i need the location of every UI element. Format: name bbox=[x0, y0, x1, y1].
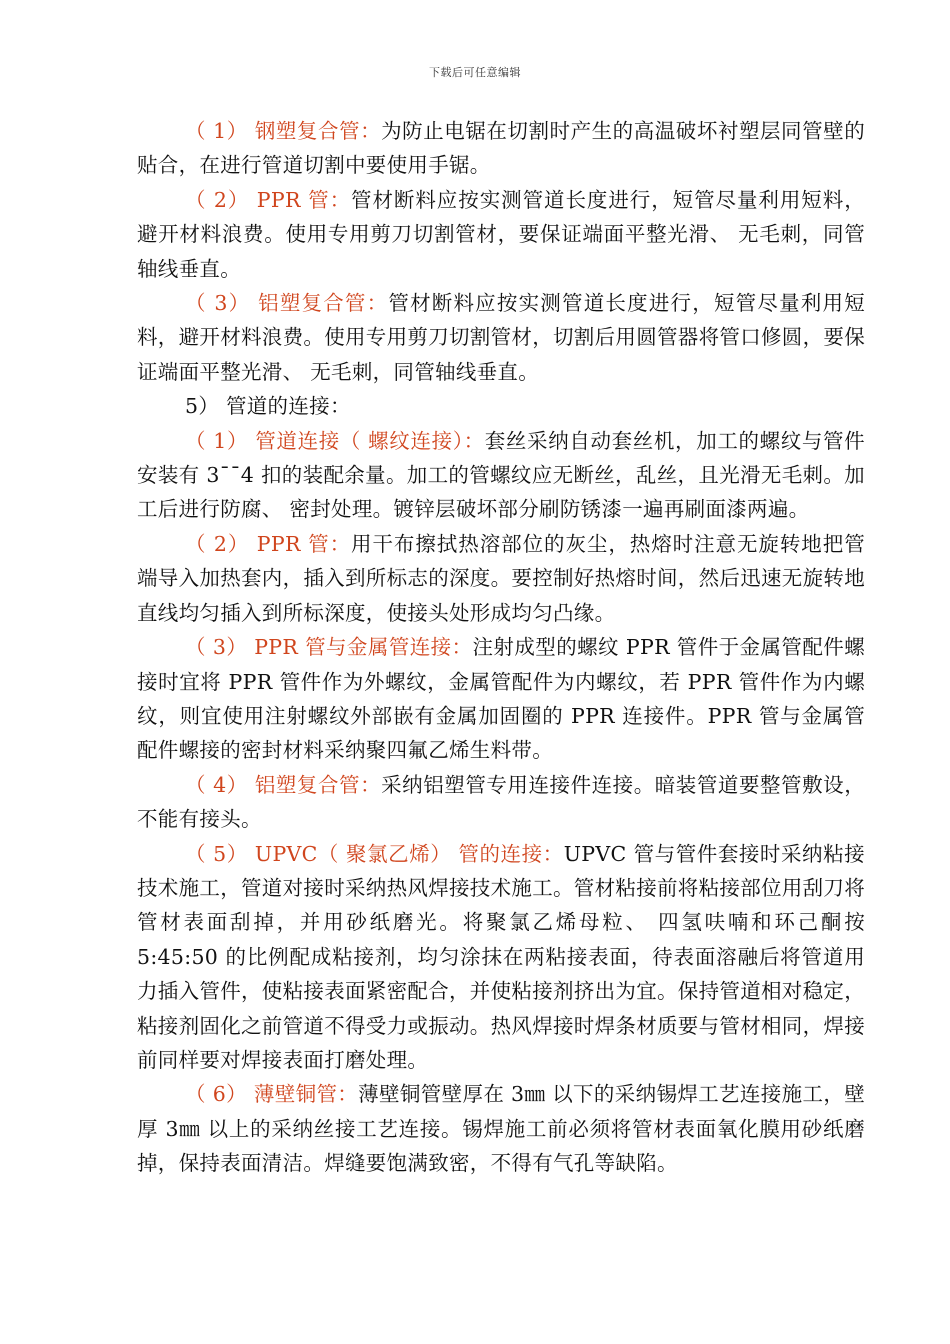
paragraph-aluminum-plastic-connection bbox=[137, 768, 865, 837]
paragraph-text: 管材断料应按实测管道长度进行，短管尽量利用短料，避开材料浪费。使用专用剪刀切割管材，切割后用圆管器将管口修圆，要保证端面平整光滑、 无毛刺，同管轴线垂直。 bbox=[137, 291, 865, 384]
paragraph-lead: （ 6） 薄壁铜管： bbox=[185, 1082, 359, 1107]
paragraph-lead: （ 3） 铝塑复合管： bbox=[185, 291, 389, 316]
paragraph-lead: （ 2） PPR 管： bbox=[185, 531, 352, 556]
paragraph-ppr-metal-connection bbox=[137, 630, 865, 768]
paragraph-aluminum-plastic-pipe-cutting bbox=[137, 286, 865, 389]
paragraph-threaded-connection bbox=[137, 424, 865, 527]
paragraph-thin-copper-pipe bbox=[137, 1077, 865, 1180]
paragraph-text: 为防止电锯在切割时产生的高温破坏衬塑层同管壁的贴合，在进行管道切割中要使用手锯。 bbox=[137, 119, 866, 178]
paragraph-text: 注射成型的螺纹 PPR 管件于金属管配件螺接时宜将 PPR 管件作为外螺纹，金属管配件为内螺纹，若 PPR 管件作为内螺纹，则宜使用注射螺纹外部嵌有金属加固圈的 PPR 连接件。PPR 管与金属管配件螺接的密封材料采纳聚四氟乙烯生料带。 bbox=[137, 635, 865, 763]
paragraph-text: 用干布擦拭热溶部位的灰尘，热熔时注意无旋转地把管端导入加热套内，插入到所标志的深度。要控制好热熔时间，然后迅速无旋转地直线均匀插入到所标深度，使接头处形成均匀凸缘。 bbox=[137, 531, 865, 625]
paragraph-text: 5） 管道的连接： bbox=[185, 394, 351, 419]
paragraph-lead: （ 5） UPVC（ 聚氯乙烯） 管的连接： bbox=[185, 841, 564, 866]
paragraph-steel-plastic-pipe bbox=[137, 114, 865, 183]
paragraph-lead: （ 4） 铝塑复合管： bbox=[185, 772, 382, 797]
section-heading-pipe-connection bbox=[137, 389, 865, 423]
page-header: 下载后可任意编辑 bbox=[429, 66, 521, 79]
paragraph-ppr-pipe-cutting bbox=[137, 183, 865, 286]
paragraph-text: 采纳铝塑管专用连接件连接。暗装管道要整管敷设，不能有接头。 bbox=[137, 772, 866, 832]
paragraph-lead: （ 3） PPR 管与金属管连接： bbox=[185, 635, 473, 660]
paragraph-text: 薄壁铜管壁厚在 3㎜ 以下的采纳锡焊工艺连接施工，壁厚 3㎜ 以上的采纳丝接工艺连接。锡焊施工前必须将管材表面氧化膜用砂纸磨掉，保持表面清洁。焊缝要饱满致密，不得有气孔等缺陷。 bbox=[137, 1082, 866, 1176]
paragraph-lead: （ 2） PPR 管： bbox=[185, 187, 352, 212]
document-body bbox=[137, 114, 865, 1181]
paragraph-ppr-pipe-fusion bbox=[137, 527, 865, 630]
paragraph-text: 管材断料应按实测管道长度进行，短管尽量利用短料，避开材料浪费。使用专用剪刀切割管材，要保证端面平整光滑、 无毛刺，同管轴线垂直。 bbox=[137, 187, 865, 281]
paragraph-lead: （ 1） 管道连接（ 螺纹连接）： bbox=[185, 428, 485, 453]
paragraph-lead: （ 1） 钢塑复合管： bbox=[185, 119, 382, 143]
paragraph-text: 套丝采纳自动套丝机，加工的螺纹与管件安装有 3¯¯4 扣的装配余量。加工的管螺纹应无断丝，乱丝，且光滑无毛刺。加工后进行防腐、 密封处理。镀锌层破坏部分刷防锈漆一遍再刷面漆两遍。 bbox=[137, 428, 865, 522]
paragraph-text: UPVC 管与管件套接时采纳粘接技术施工，管道对接时采纳热风焊接技术施工。管材粘接前将粘接部位用刮刀将管材表面刮掉，并用砂纸磨光。将聚氯乙烯母粒、 四氢呋喃和环己酮按 5:45:50 的比例配成粘接剂，均匀涂抹在两粘接表面，待表面溶融后将管道用力插入管件，使粘接表面紧密配合，并使粘接剂挤出为宜。保持管道相对稳定，粘接剂固化之前管道不得受力或振动。热风焊接时焊条材质要与管材相同，焊接前同样要对焊接表面打磨处理。 bbox=[137, 841, 865, 1072]
paragraph-upvc-connection bbox=[137, 837, 865, 1078]
